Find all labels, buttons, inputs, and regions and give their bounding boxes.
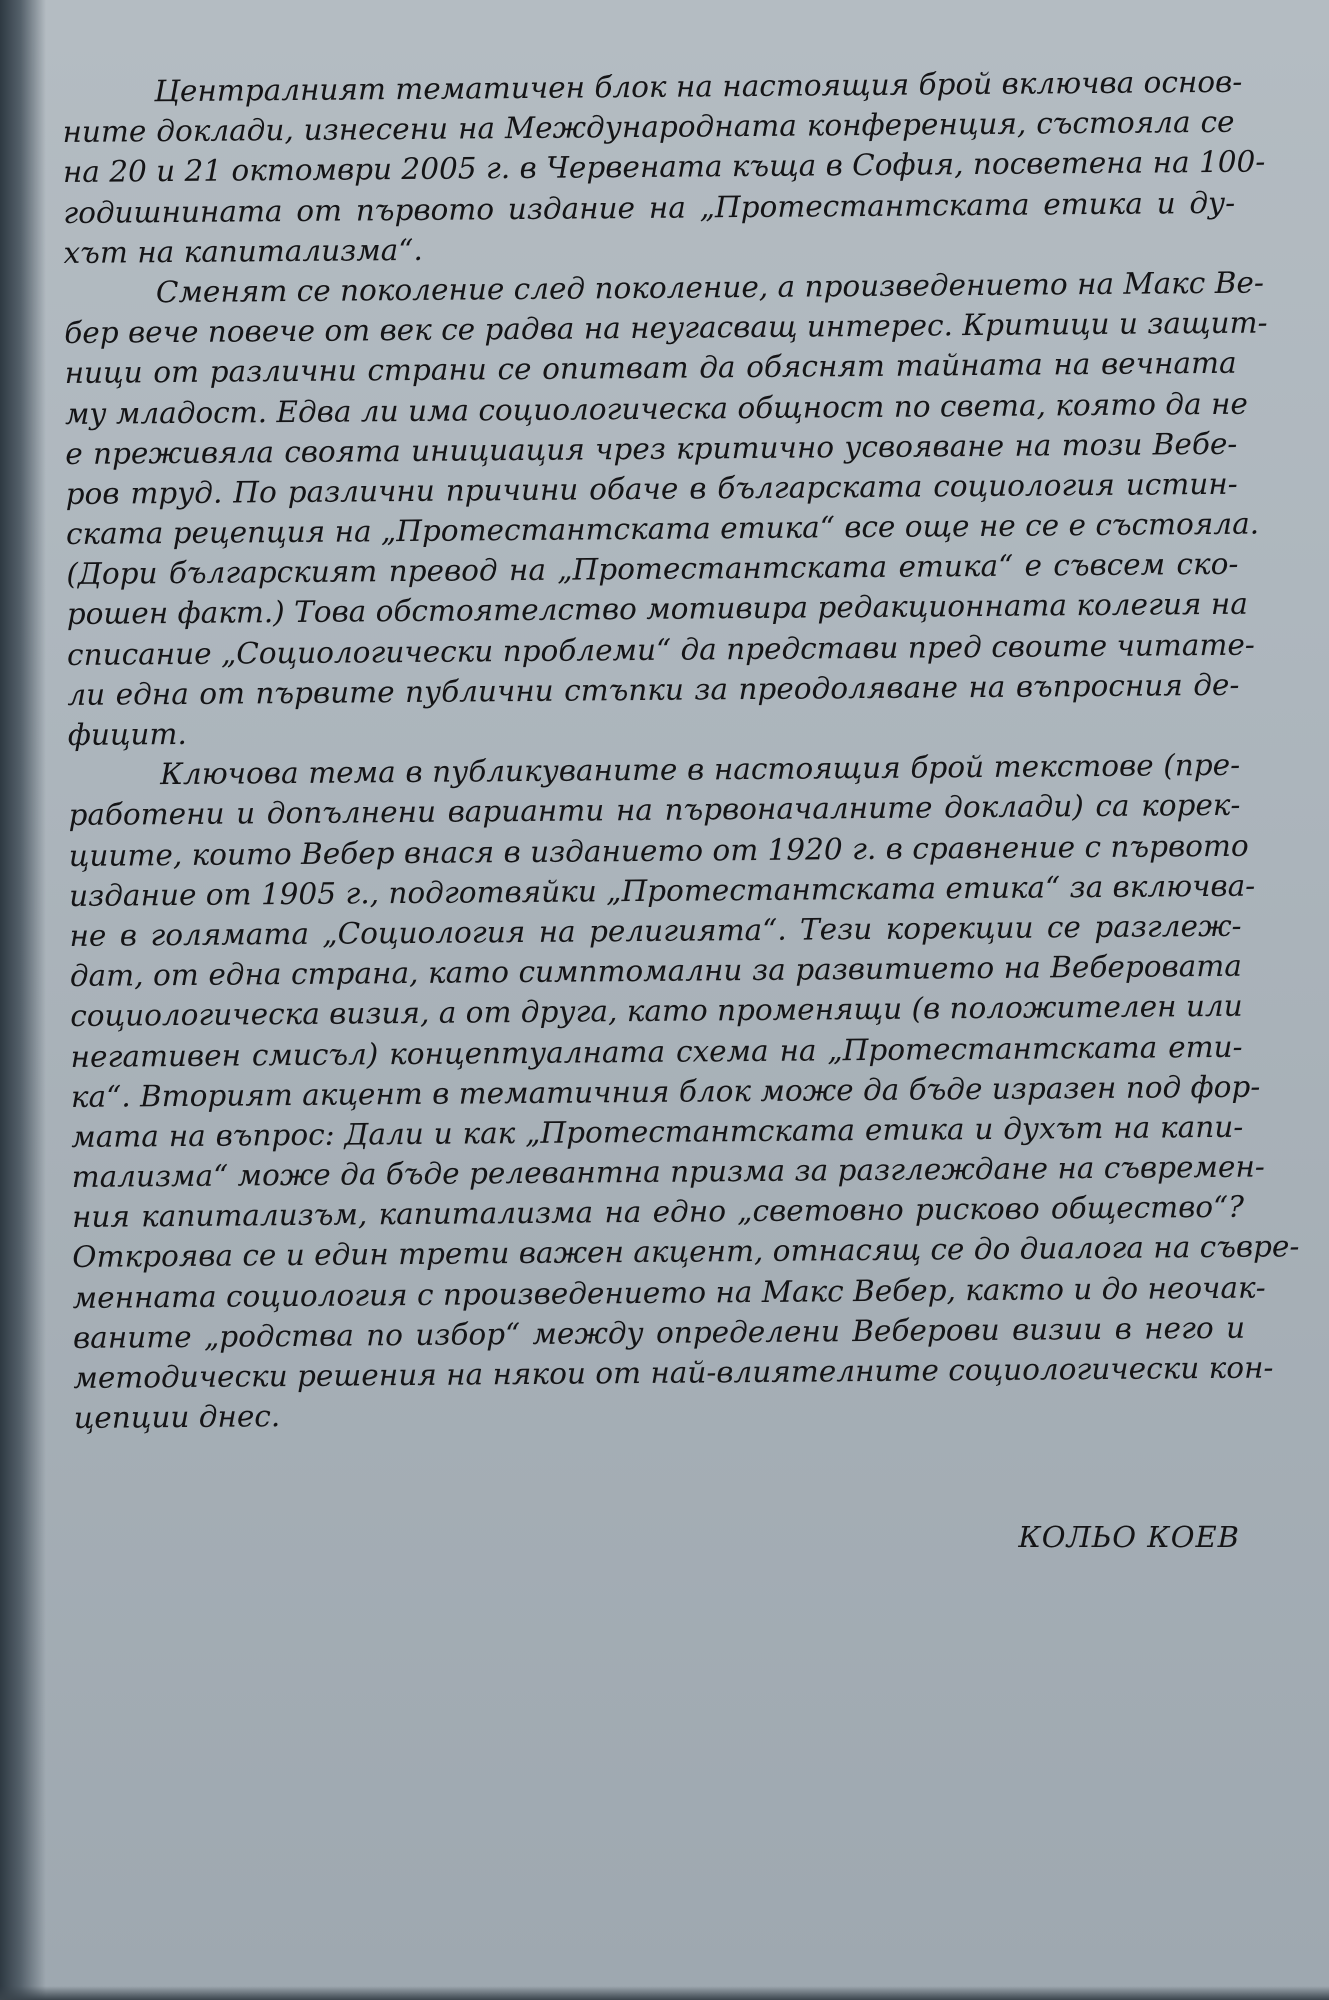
text-line: негативен смисъл) концептуалната схема на „Протестантската ети- <box>70 1029 1243 1074</box>
text-line: хът на капитализма“. <box>63 232 423 270</box>
text-line: ската рецепция на „Протестантската етика“ все още не се е състояла. <box>65 506 1260 552</box>
text-line: ваните „родства по избор“ между определени Веберови визии в него и <box>72 1310 1246 1355</box>
author-signature: КОЛЬО КОЕВ <box>1018 1520 1240 1554</box>
text-line: Сменят се поколение след поколение, а произведението на Макс Ве- <box>155 265 1264 310</box>
text-line: мата на въпрос: Дали и как „Протестантската етика и духът на капи- <box>71 1109 1244 1154</box>
paragraph-3 <box>68 745 1300 1438</box>
text-line: тализма“ може да бъде релевантна призма за разглеждане на съвремен- <box>71 1149 1265 1195</box>
text-line: ните доклади, изнесени на Международната конференция, състояла се <box>62 104 1235 150</box>
editorial-text <box>62 62 1300 1439</box>
text-line: Ключова тема в публикуваните в настоящия брой текстове (пре- <box>159 747 1241 792</box>
bottom-edge-shadow <box>0 1986 1329 2000</box>
text-line: циите, които Вебер внася в изданието от 1920 г. в сравнение с първото <box>68 828 1249 873</box>
text-line: му младост. Едва ли има социологическа общност по света, която да не <box>64 386 1249 431</box>
text-line: годишнината от първото издание на „Протестантската етика и ду- <box>63 185 1236 230</box>
text-line: ници от различни страни се опитват да обяснят тайната на вечната <box>64 346 1237 391</box>
text-line: Централният тематичен блок на настоящия брой включва основ- <box>154 64 1243 109</box>
text-line: дат, от една страна, като симптомални за развитието на Веберовата <box>69 948 1242 994</box>
text-line: работени и допълнени варианти на първоначалните доклади) са корек- <box>68 788 1241 833</box>
text-line: рошен факт.) Това обстоятелство мотивира редакционната колегия на <box>66 587 1249 632</box>
paragraph-1 <box>62 62 1266 273</box>
bleed-through-shadow <box>150 1470 1250 1790</box>
paragraph-2 <box>64 263 1268 755</box>
text-line: ли една от първите публични стъпки за преодоляване на въпросния де- <box>67 667 1240 712</box>
text-line: фицит. <box>67 716 187 752</box>
binding-shadow <box>0 0 46 2000</box>
text-line: менната социология с произведението на Макс Вебер, както и до неочак- <box>72 1270 1266 1315</box>
text-line: на 20 и 21 октомври 2005 г. в Червената къща в София, посветена на 100- <box>62 144 1266 190</box>
text-line: списание „Социологически проблеми“ да представи пред своите читате- <box>66 627 1255 672</box>
text-line: (Дори българският превод на „Протестантската етика“ е съвсем ско- <box>66 547 1239 592</box>
text-line: ка“. Вторият акцент в тематичния блок може да бъде изразен под фор- <box>70 1069 1261 1114</box>
text-line: бер вече повече от век се радва на неугасващ интерес. Критици и защит- <box>64 305 1268 351</box>
text-line: Откроява се и един трети важен акцент, отнасящ се до диалога на съвре- <box>72 1229 1300 1275</box>
text-line: е преживяла своята инициация чрез критично усвояване на този Вебе- <box>65 426 1238 471</box>
text-line: ния капитализъм, капитализма на едно „световно рисково общество“? <box>71 1189 1245 1235</box>
text-line: цепции днес. <box>73 1399 281 1436</box>
text-line: не в голямата „Социология на религията“. Тези корекции се разглеж- <box>69 908 1242 953</box>
text-line: методически решения на някои от най-влиятелните социологически кон- <box>73 1350 1274 1395</box>
text-line: издание от 1905 г., подготвяйки „Протестантската етика“ за включва- <box>69 868 1256 913</box>
text-line: социологическа визия, а от друга, като променящи (в положителен или <box>70 989 1243 1034</box>
text-line: ров труд. По различни причини обаче в българската социология истин- <box>65 466 1238 511</box>
